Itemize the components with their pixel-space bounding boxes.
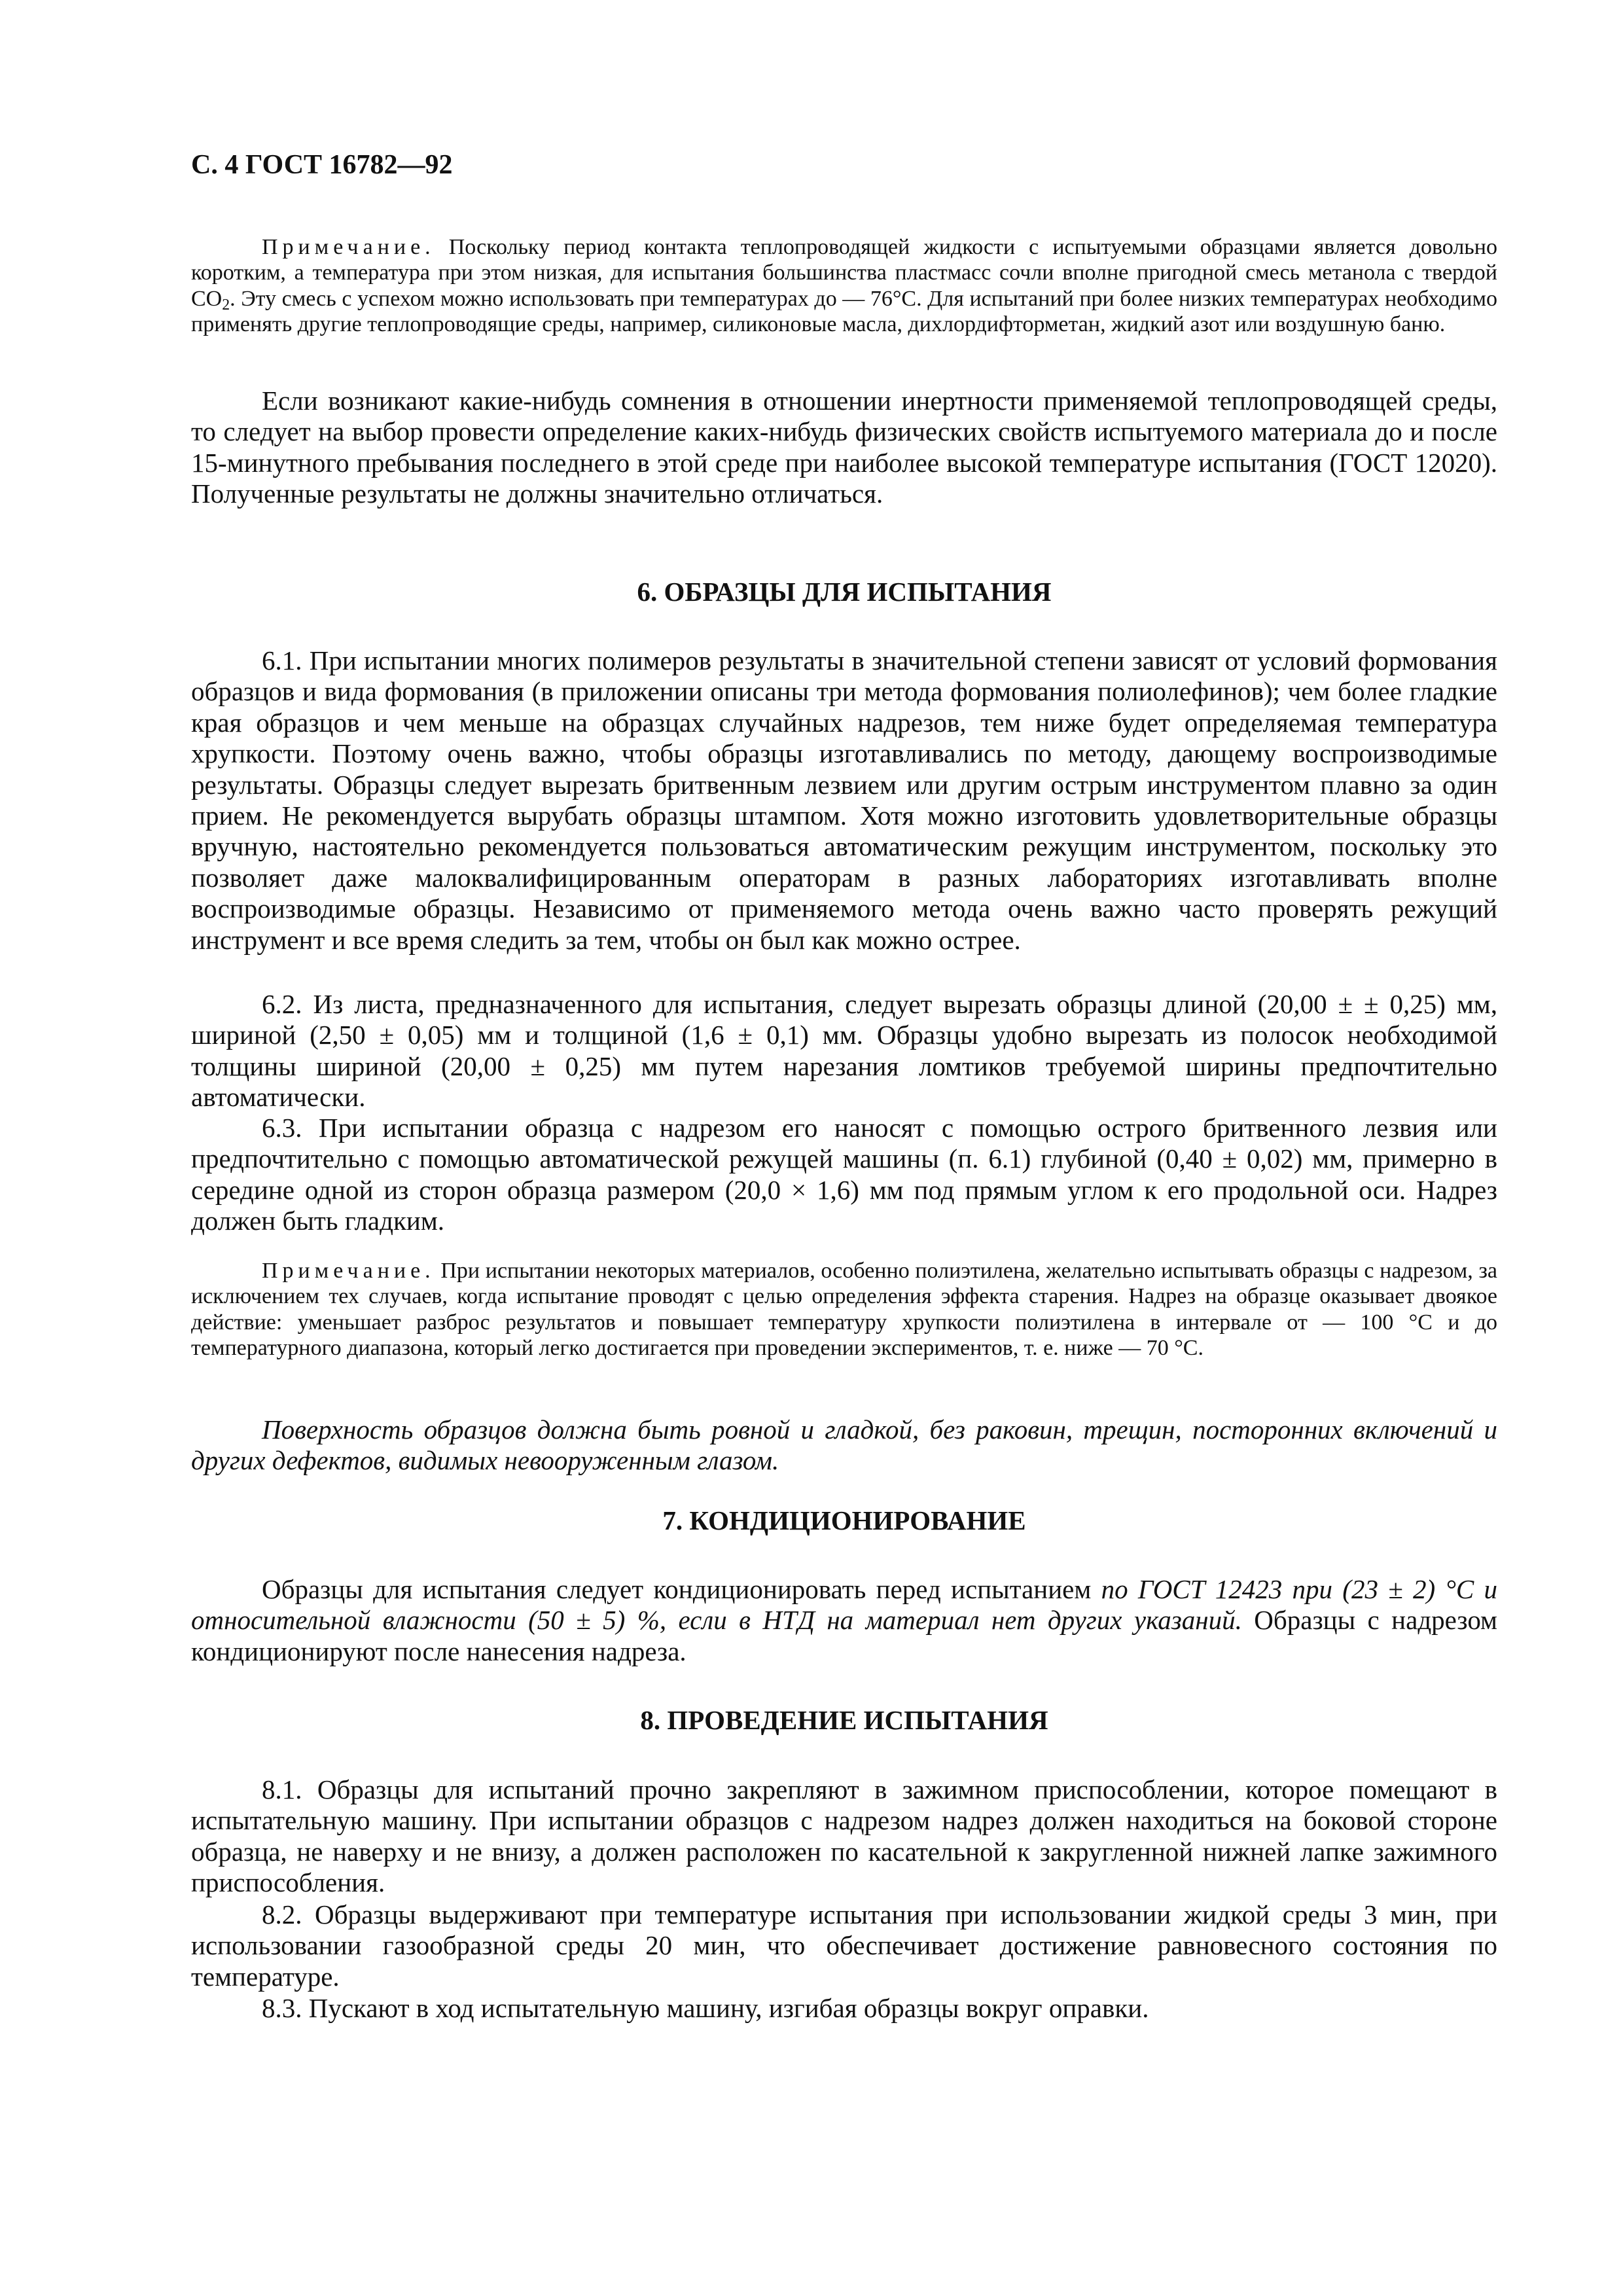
paragraph-6-2: 6.2. Из листа, предназначенного для испытания, следует вырезать образцы длиной (20,00 ± ± 0,25) мм, шириной (2,50 ± 0,05) мм и толщиной (1,6 ± 0,1) мм. Образцы удобно вырезать из полосок необходимой толщины шириной (20,00 ± 0,25) мм путем нарезания ломтиков требуемой ширины предпочтительно автоматически. <box>191 989 1497 1113</box>
section-7-title: 7. КОНДИЦИОНИРОВАНИЕ <box>662 1505 1026 1535</box>
note-label: Примечание. <box>262 1259 435 1283</box>
section-8-title: 8. ПРОВЕДЕНИЕ ИСПЫТАНИЯ <box>640 1705 1048 1735</box>
inertness-paragraph: Если возникают какие-нибудь сомнения в отношении инертности применяемой теплопроводящей среды, то следует на выбор провести определение каких-нибудь физических свойств испытуемого материала до и после 15-минутного пребывания последнего в этой среде при наиболее высокой температуре испытания (ГОСТ 12020). Полученные результаты не должны значительно отличаться. <box>191 386 1497 509</box>
paragraph-8-3: 8.3. Пускают в ход испытательную машину, изгибая образцы вокруг оправки. <box>262 1993 1149 2023</box>
section-6-title: 6. ОБРАЗЦЫ ДЛЯ ИСПЫТАНИЯ <box>637 577 1052 607</box>
paragraph-8-1: 8.1. Образцы для испытаний прочно закрепляют в зажимном приспособлении, которое помещают в испытательную машину. При испытании образцов с надрезом надрез должен находиться на боковой стороне образца, не наверху и не внизу, а должен расположен по касательной к закругленной нижней лапке зажимного приспособления. <box>191 1774 1497 1898</box>
page-header: С. 4 ГОСТ 16782—92 <box>191 150 453 180</box>
note-label: Примечание. <box>262 235 435 259</box>
surface-requirement: Поверхность образцов должна быть ровной и гладкой, без раковин, трещин, посторонних включений и других дефектов, видимых невооруженным глазом. <box>191 1414 1497 1476</box>
note-paragraph-6: Примечание. При испытании некоторых материалов, особенно полиэтилена, желательно испытывать образцы с надрезом, за исключением тех случаев, когда испытание проводят с целью определения эффекта старения. Надрез на образце оказывает двоякое действие: уменьшает разброс результатов и повышает температуру хрупкости полиэтилена в интервале от — 100 °С и до температурного диапазона, который легко достигается при проведении экспериментов, т. е. ниже — 70 °С. <box>191 1259 1497 1361</box>
paragraph-8-2: 8.2. Образцы выдерживают при температуре испытания при использовании жидкой среды 3 мин, при использовании газообразной среды 20 мин, что обеспечивает достижение равновесного состояния по температуре. <box>191 1899 1497 1992</box>
note-paragraph: Примечание. Поскольку период контакта теплопроводящей жидкости с испытуемыми образцами является довольно коротким, а температура при этом низкая, для испытания большинства пластмасс сочли вполне пригодной смесь метанола с твердой $CO_2$. Эту смесь с успехом можно использовать при температурах до — 76°С. Для испытаний при более низких температурах необходимо применять другие теплопроводящие среды, например, силиконовые масла, дихлордифторметан, жидкий азот или воздушную баню. <box>191 235 1497 337</box>
paragraph-6-3: 6.3. При испытании образца с надрезом его наносят с помощью острого бритвенного лезвия или предпочтительно с помощью автоматической режущей машины (п. 6.1) глубиной (0,40 ± 0,02) мм, примерно в середине одной из сторон образца размером (20,0 × 1,6) мм под прямым углом к его продольной оси. Надрез должен быть гладким. <box>191 1113 1497 1236</box>
paragraph-7: Образцы для испытания следует кондиционировать перед испытанием по ГОСТ 12423 при (23 ± 2) °С и относительной влажности (50 ± 5) %, если в НТД на материал нет других указаний. Образцы с надрезом кондиционируют после нанесения надреза. <box>191 1574 1498 1666</box>
paragraph-6-1: 6.1. При испытании многих полимеров результаты в значительной степени зависят от условий формования образцов и вида формования (в приложении описаны три метода формования полиолефинов); чем более гладкие края образцов и чем меньше на образцах случайных надрезов, тем ниже будет определяемая температура хрупкости. Поэтому очень важно, чтобы образцы изготавливались по методу, дающему воспроизводимые результаты. Образцы следует вырезать бритвенным лезвием или другим острым инструментом плавно за один прием. Не рекомендуется вырубать образцы штампом. Хотя можно изготовить удовлетворительные образцы вручную, настоятельно рекомендуется пользоваться автоматическим режущим инструментом, поскольку это позволяет даже малоквалифицированным операторам в разных лабораториях изготавливать вполне воспроизводимые образцы. Независимо от применяемого метода очень важно часто проверять режущий инструмент и все время следить за тем, чтобы он был как можно острее. <box>191 645 1497 955</box>
